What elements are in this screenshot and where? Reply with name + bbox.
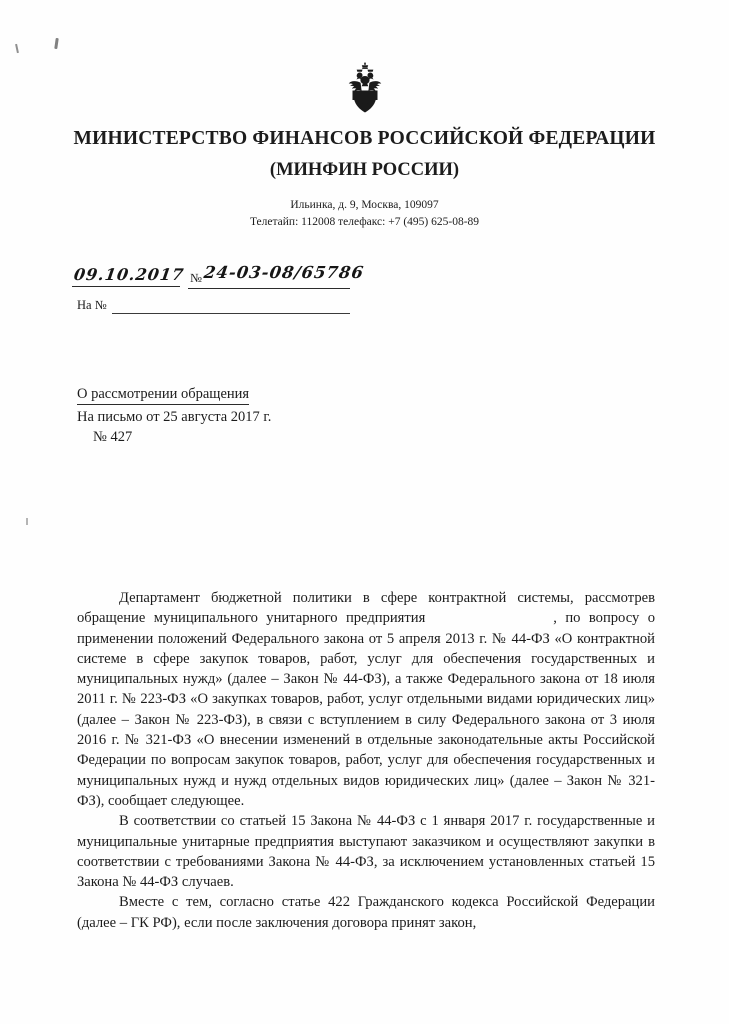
body-paragraph-1-part1: Департамент бюджетной политики в сфере контрактной системы, рассмотрев обращение муниципального унитарного предприятия [77, 590, 655, 627]
registration-number-rule [188, 288, 350, 289]
ministry-title: МИНИСТЕРСТВО ФИНАНСОВ РОССИЙСКОЙ ФЕДЕРАЦИИ [73, 128, 656, 149]
registration-date: 09.10.2017 [72, 265, 186, 284]
reply-to-label: На № [77, 298, 107, 312]
emblem-container [0, 62, 729, 118]
ministry-short-name: (МИНФИН РОССИИ) [269, 160, 460, 180]
body-paragraph-3: Вместе с тем, согласно статье 422 Гражданского кодекса Российской Федерации (далее – ГК РФ), если после заключения договора принят закон, [77, 894, 655, 931]
scan-artifact [15, 44, 19, 53]
body-paragraph-1 [77, 588, 655, 811]
body-paragraph-2: В соответствии со статьей 15 Закона № 44-ФЗ с 1 января 2017 г. государственные и муниципальные унитарные предприятия выступают заказчиком и осуществляют закупки в соответствии с требованиями Закона № 44-ФЗ, за исключением установленных статьей 15 Закона № 44-ФЗ случаев. [77, 813, 655, 891]
subject-reference-number: № 427 [93, 429, 133, 445]
registration-date-rule [72, 286, 180, 287]
reply-to-rule [112, 313, 350, 314]
document-body [77, 588, 655, 933]
registration-number: 24-03-08/65786 [202, 263, 366, 282]
ministry-address: Ильинка, д. 9, Москва, 109097 [290, 199, 439, 211]
subject-reference-line: На письмо от 25 августа 2017 г. [77, 409, 272, 425]
subject-title: О рассмотрении обращения [77, 386, 249, 405]
subject-block [77, 386, 271, 446]
scan-artifact [54, 38, 59, 49]
number-symbol: № [190, 271, 202, 285]
scan-artifact [26, 518, 28, 525]
russian-coat-of-arms-icon [342, 62, 388, 118]
body-paragraph-1-part2: , по вопросу о применении положений Федерального закона от 5 апреля 2013 г. № 44-ФЗ «О контрактной системе в сфере закупок товаров, работ, услуг для обеспечения государственных и муниципальных нужд» (далее – Закон № 44-ФЗ), а также Федерального закона от 18 июля 2011 г. № 223-ФЗ «О закупках товаров, работ, услуг отдельными видами юридических лиц» (далее – Закон № 223-ФЗ), в связи с вступлением в силу Федерального закона от 3 июля 2016 г. № 321-ФЗ «О внесении изменений в отдельные законодательные акты Российской Федерации по вопросам закупок товаров, работ, услуг для обеспечения государственных и муниципальных нужд и нужд отдельных видов юридических лиц» (далее – Закон № 321-ФЗ), сообщает следующее. [77, 610, 655, 809]
ministry-telefax: Телетайп: 112008 телефакс: +7 (495) 625-08-89 [249, 216, 480, 228]
